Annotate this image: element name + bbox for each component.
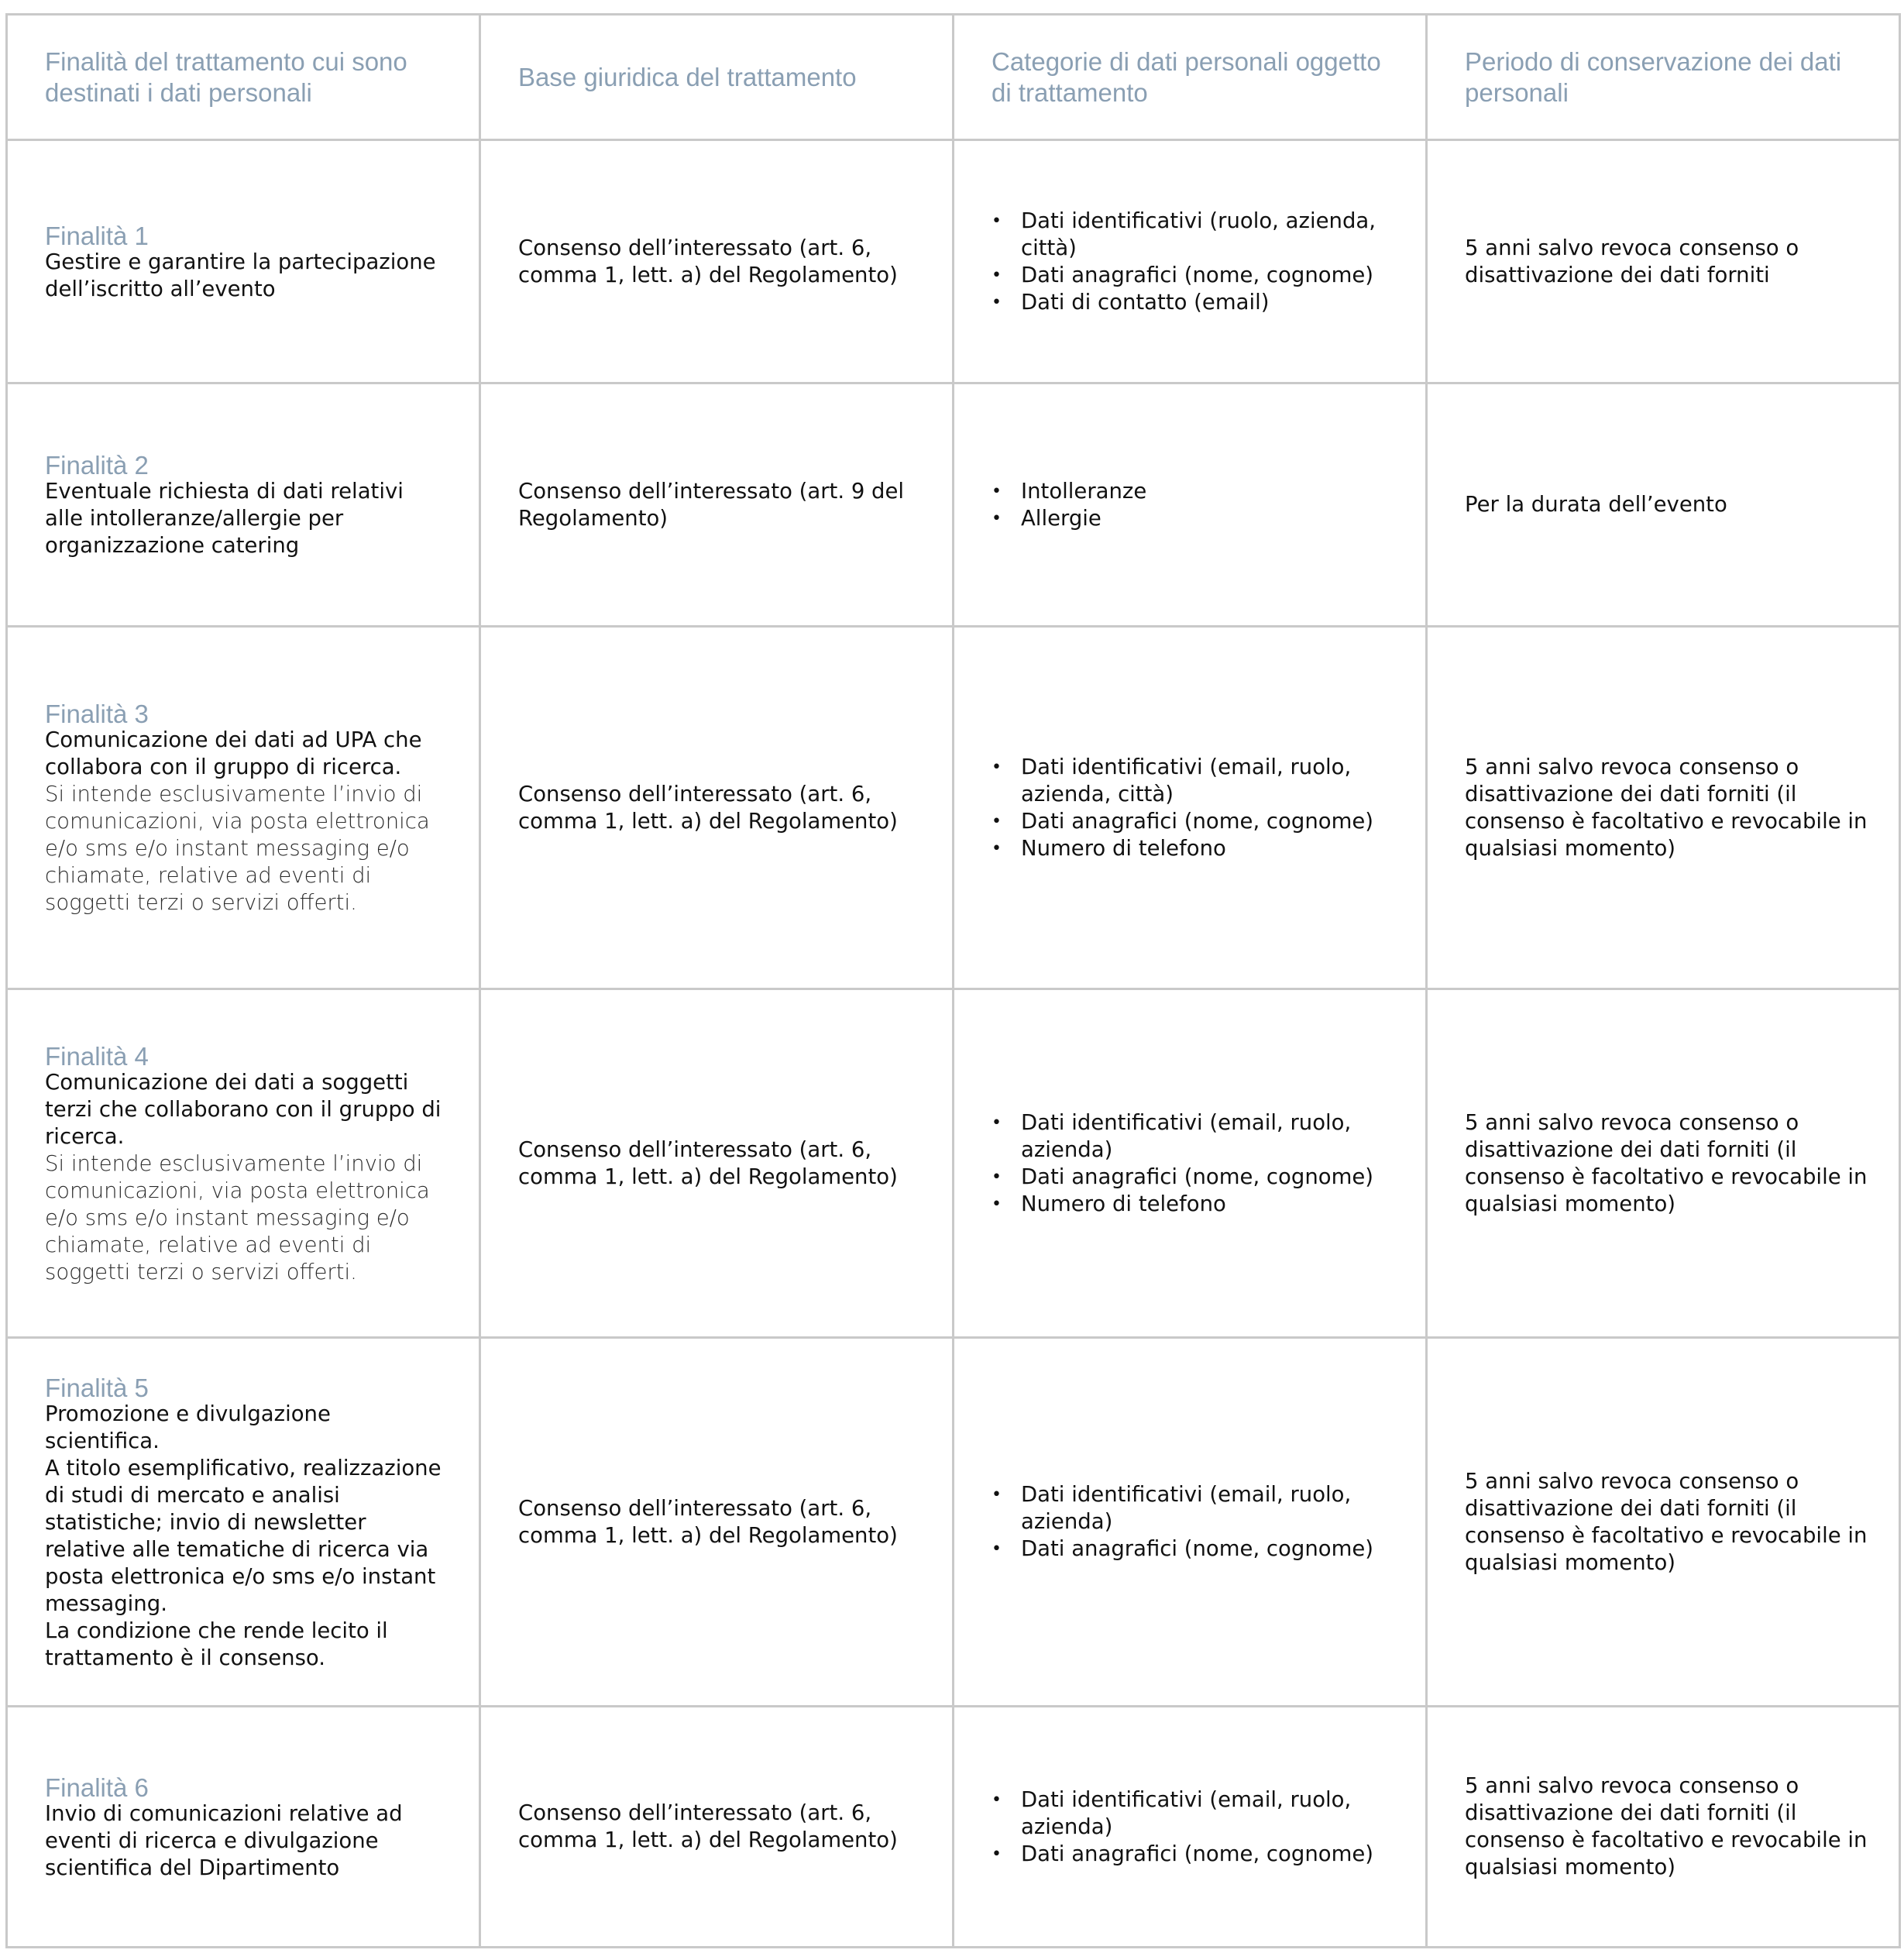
purpose-cell (7, 140, 480, 383)
data-categories-list (992, 1109, 1394, 1218)
purpose-title: Finalità 6 (45, 1773, 149, 1802)
data-categories-list (992, 754, 1394, 862)
table-row (7, 1338, 1900, 1707)
header-row (7, 15, 1900, 140)
data-categories-cell (954, 140, 1427, 383)
privacy-table (5, 13, 1901, 1948)
retention-cell: 5 anni salvo revoca consenso o disattivazione dei dati forniti (il consenso è facoltativo e revocabile in qualsiasi momento) (1427, 627, 1900, 989)
legal-basis-cell: Consenso dell’interessato (art. 6, comma 1, lett. a) del Regolamento) (480, 627, 954, 989)
legal-basis-cell: Consenso dell’interessato (art. 6, comma 1, lett. a) del Regolamento) (480, 140, 954, 383)
retention-cell: 5 anni salvo revoca consenso o disattivazione dei dati forniti (1427, 140, 1900, 383)
data-category-item: • Dati anagrafici (nome, cognome) (992, 1841, 1394, 1868)
purpose-cell (7, 627, 480, 989)
data-category-item: • Dati anagrafici (nome, cognome) (992, 1535, 1394, 1563)
legal-basis-cell: Consenso dell’interessato (art. 6, comma 1, lett. a) del Regolamento) (480, 1338, 954, 1707)
data-categories-list (992, 478, 1394, 532)
data-category-item: • Dati anagrafici (nome, cognome) (992, 808, 1394, 835)
retention-cell: Per la durata dell’evento (1427, 383, 1900, 627)
purpose-note: Si intende esclusivamente l’invio di comunicazioni, via posta elettronica e/o sms e/o instant messaging e/o chiamate, relative ad eventi di soggetti terzi o servizi offerti. (45, 1150, 430, 1284)
purpose-cell (7, 1707, 480, 1948)
purpose-description: Eventuale richiesta di dati relativi alle intolleranze/allergie per organizzazione catering (45, 479, 404, 558)
table-row (7, 383, 1900, 627)
purpose-note: Si intende esclusivamente l’invio di comunicazioni, via posta elettronica e/o sms e/o instant messaging e/o chiamate, relative ad eventi di soggetti terzi o servizi offerti. (45, 782, 430, 915)
data-category-item: • Dati anagrafici (nome, cognome) (992, 262, 1394, 289)
data-category-item: • Numero di telefono (992, 1191, 1394, 1218)
retention-cell: 5 anni salvo revoca consenso o disattivazione dei dati forniti (il consenso è facoltativo e revocabile in qualsiasi momento) (1427, 989, 1900, 1338)
purpose-title: Finalità 3 (45, 700, 149, 728)
data-category-item: • Numero di telefono (992, 835, 1394, 862)
data-category-item: • Dati di contatto (email) (992, 289, 1394, 316)
purpose-title: Finalità 5 (45, 1373, 149, 1402)
data-category-item: • Intolleranze (992, 478, 1394, 505)
legal-basis-cell: Consenso dell’interessato (art. 6, comma 1, lett. a) del Regolamento) (480, 989, 954, 1338)
purpose-description: Promozione e divulgazione scientifica. A titolo esemplificativo, realizzazione di studi di mercato e analisi statistiche; invio di newsletter relative alle tematiche di ricerca via posta elettronica e/o sms e/o instant messaging. La condizione che rende lecito il trattamento è il consenso. (45, 1401, 442, 1670)
data-categories-cell (954, 627, 1427, 989)
purpose-cell (7, 383, 480, 627)
purpose-description: Invio di comunicazioni relative ad eventi di ricerca e divulgazione scientifica del Dipartimento (45, 1800, 403, 1880)
purpose-description: Gestire e garantire la partecipazione dell’iscritto all’evento (45, 249, 436, 301)
table-row (7, 140, 1900, 383)
data-categories-cell (954, 1707, 1427, 1948)
data-categories-cell (954, 1338, 1427, 1707)
data-category-item: • Dati identificativi (ruolo, azienda, città) (992, 208, 1394, 262)
table-row (7, 627, 1900, 989)
retention-cell: 5 anni salvo revoca consenso o disattivazione dei dati forniti (il consenso è facoltativo e revocabile in qualsiasi momento) (1427, 1338, 1900, 1707)
data-categories-cell (954, 989, 1427, 1338)
header-purpose: Finalità del trattamento cui sono destinati i dati personali (7, 15, 480, 140)
data-category-item: • Dati anagrafici (nome, cognome) (992, 1164, 1394, 1191)
retention-cell: 5 anni salvo revoca consenso o disattivazione dei dati forniti (il consenso è facoltativo e revocabile in qualsiasi momento) (1427, 1707, 1900, 1948)
legal-basis-cell: Consenso dell’interessato (art. 9 del Regolamento) (480, 383, 954, 627)
purpose-cell (7, 1338, 480, 1707)
legal-basis-cell: Consenso dell’interessato (art. 6, comma 1, lett. a) del Regolamento) (480, 1707, 954, 1948)
data-categories-cell (954, 383, 1427, 627)
purpose-description: Comunicazione dei dati ad UPA che collabora con il gruppo di ricerca. (45, 727, 422, 779)
data-category-item: • Dati identificativi (email, ruolo, azienda) (992, 1786, 1394, 1841)
header-data-categories: Categorie di dati personali oggetto di trattamento (954, 15, 1427, 140)
data-category-item: • Allergie (992, 505, 1394, 532)
data-category-item: • Dati identificativi (email, ruolo, azienda, città) (992, 754, 1394, 808)
header-retention-period: Periodo di conservazione dei dati personali (1427, 15, 1900, 140)
table-row (7, 989, 1900, 1338)
header-legal-basis: Base giuridica del trattamento (480, 15, 954, 140)
purpose-cell (7, 989, 480, 1338)
purpose-description: Comunicazione dei dati a soggetti terzi che collaborano con il gruppo di ricerca. (45, 1069, 442, 1149)
data-categories-list (992, 1481, 1394, 1563)
purpose-title: Finalità 2 (45, 451, 149, 480)
data-category-item: • Dati identificativi (email, ruolo, azienda) (992, 1109, 1394, 1164)
data-category-item: • Dati identificativi (email, ruolo, azienda) (992, 1481, 1394, 1535)
purpose-title: Finalità 4 (45, 1041, 149, 1071)
data-categories-list (992, 1786, 1394, 1868)
purpose-title: Finalità 1 (45, 221, 149, 250)
table-row (7, 1707, 1900, 1948)
data-categories-list (992, 208, 1394, 316)
